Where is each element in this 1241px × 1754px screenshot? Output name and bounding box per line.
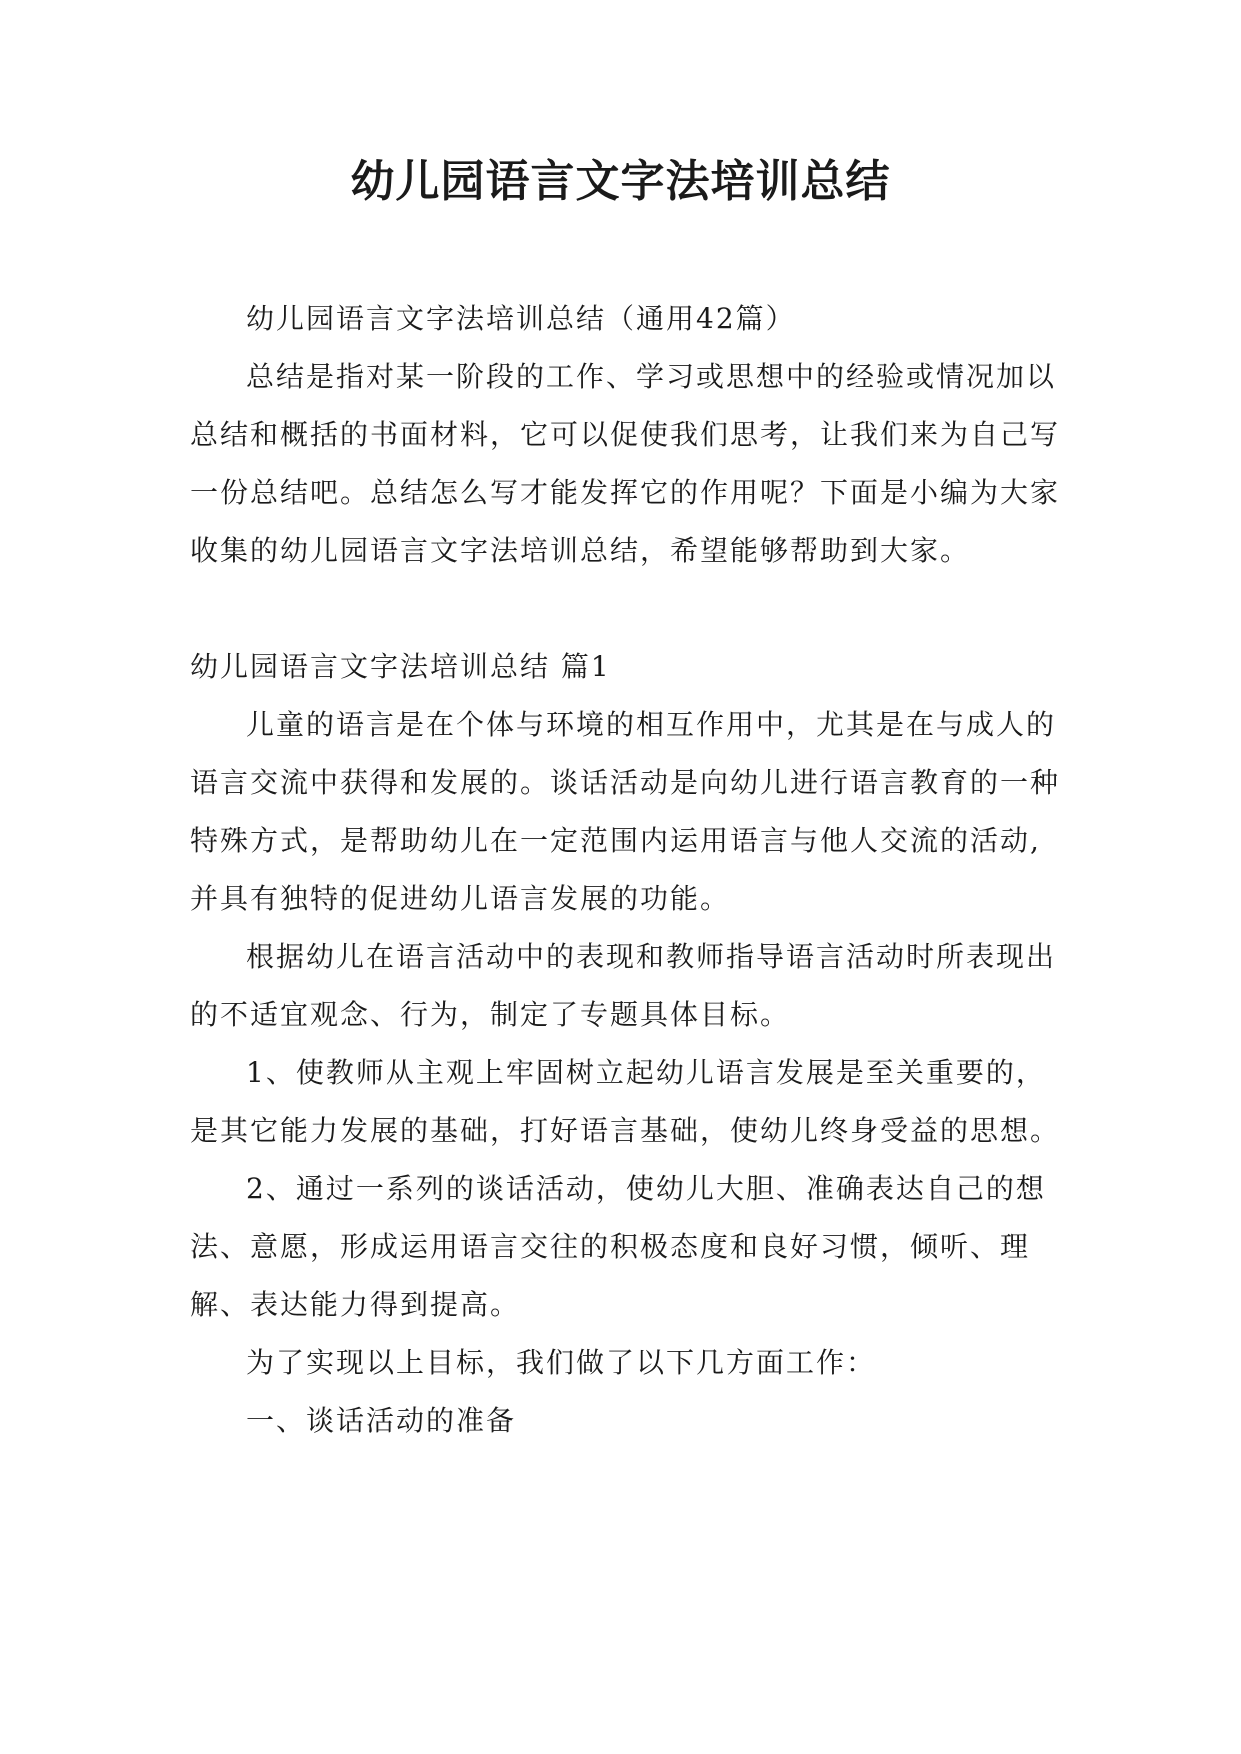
paragraph: 儿童的语言是在个体与环境的相互作用中，尤其是在与成人的语言交流中获得和发展的。谈话活动是向幼儿进行语言教育的一种特殊方式，是帮助幼儿在一定范围内运用语言与他人交流的活动,并具有独特的促进幼儿语言发展的功能。: [190, 708, 1061, 915]
paragraph: 为了实现以上目标，我们做了以下几方面工作：: [246, 1346, 877, 1379]
paragraph: 根据幼儿在语言活动中的表现和教师指导语言活动时所表现出的不适宜观念、行为，制定了专题具体目标。: [190, 940, 1057, 1031]
paragraph-subtitle: 幼儿园语言文字法培训总结（通用42篇）: [246, 302, 796, 335]
subheading: 一、谈话活动的准备: [246, 1404, 517, 1437]
section-heading-1: 幼儿园语言文字法培训总结 篇1: [190, 650, 611, 683]
list-item: 2、通过一系列的谈话活动，使幼儿大胆、准确表达自己的想法、意愿，形成运用语言交往的积极态度和良好习惯，倾听、理解、表达能力得到提高。: [190, 1172, 1046, 1321]
document-body: [190, 290, 1060, 1450]
list-item: 1、使教师从主观上牢固树立起幼儿语言发展是至关重要的，是其它能力发展的基础，打好语言基础，使幼儿终身受益的思想。: [190, 1056, 1061, 1147]
document-title: 幼儿园语言文字法培训总结: [350, 156, 891, 207]
paragraph-intro: 总结是指对某一阶段的工作、学习或思想中的经验或情况加以总结和概括的书面材料，它可以促使我们思考，让我们来为自己写一份总结吧。总结怎么写才能发挥它的作用呢？下面是小编为大家收集的幼儿园语言文字法培训总结，希望能够帮助到大家。: [190, 360, 1061, 567]
